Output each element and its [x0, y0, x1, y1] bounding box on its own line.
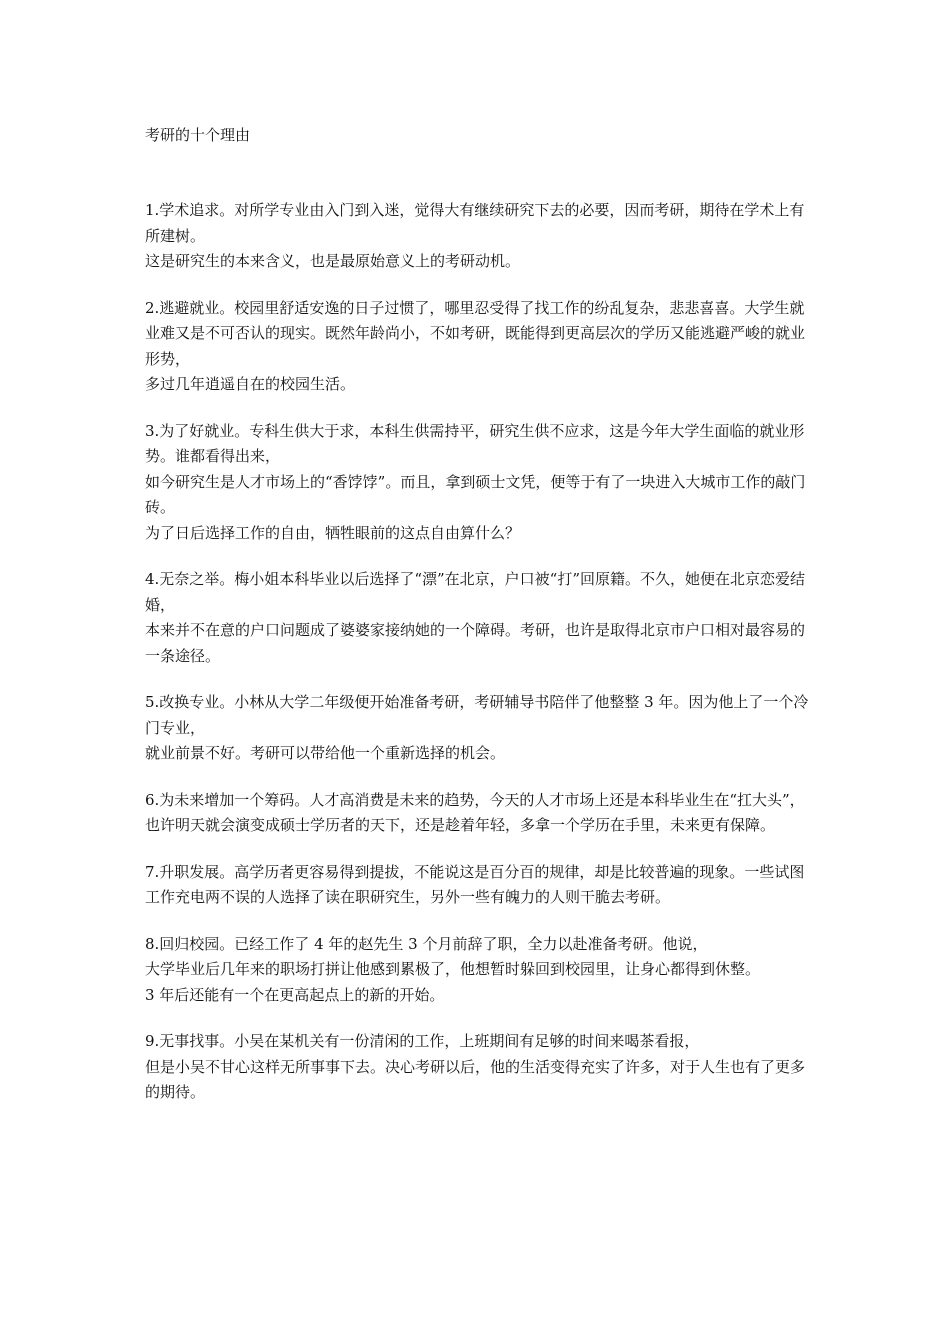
- paragraph-line: 如今研究生是人才市场上的“香饽饽”。而且，拿到硕士文凭，便等于有了一块进入大城市工作的敲门砖。: [145, 472, 806, 516]
- paragraph-line: 3.为了好就业。专科生供大于求，本科生供需持平，研究生供不应求，这是今年大学生面临的就业形势。谁都看得出来，: [145, 421, 805, 465]
- paragraph-line: 就业前景不好。考研可以带给他一个重新选择的机会。: [145, 744, 506, 762]
- document-title: 考研的十个理由: [145, 126, 251, 144]
- reason-section-1: [145, 198, 815, 275]
- paragraph-line: 5.改换专业。小林从大学二年级便开始准备考研，考研辅导书陪伴了他整整 3 年。因为他上了一个冷门专业，: [145, 693, 809, 737]
- reason-section-2: [145, 296, 815, 398]
- paragraph-line: 这是研究生的本来含义，也是最原始意义上的考研动机。: [145, 252, 521, 270]
- reason-section-7: [145, 860, 815, 911]
- paragraph-line: 本来并不在意的户口问题成了婆婆家接纳她的一个障碍。考研，也许是取得北京市户口相对最容易的一条途径。: [145, 621, 806, 665]
- paragraph-line: 3 年后还能有一个在更高起点上的新的开始。: [145, 985, 445, 1004]
- paragraph-line: 大学毕业后几年来的职场打拼让他感到累极了，他想暂时躲回到校园里，让身心都得到休整。: [145, 960, 761, 978]
- paragraph-line: 8.回归校园。已经工作了 4 年的赵先生 3 个月前辞了职，全力以赴准备考研。他说，: [145, 934, 708, 953]
- paragraph-line: 为了日后选择工作的自由，牺牲眼前的这点自由算什么？: [145, 523, 521, 542]
- paragraph-line: 也许明天就会演变成硕士学历者的天下，还是趁着年轻，多拿一个学历在手里，未来更有保障。: [145, 816, 776, 834]
- reason-section-6: [145, 788, 815, 839]
- reason-section-5: [145, 690, 815, 767]
- paragraph-line: 9.无事找事。小吴在某机关有一份清闲的工作，上班期间有足够的时间来喝茶看报，: [145, 1032, 700, 1050]
- paragraph-line: 1.学术追求。对所学专业由入门到入迷，觉得大有继续研究下去的必要，因而考研，期待在学术上有所建树。: [145, 201, 805, 245]
- paragraph-line: 6.为未来增加一个筹码。人才高消费是未来的趋势，今天的人才市场上还是本科毕业生在“扛大头”，: [145, 790, 805, 809]
- paragraph-line: 多过几年逍遥自在的校园生活。: [145, 375, 356, 393]
- paragraph-line: 4.无奈之举。梅小姐本科毕业以后选择了“漂”在北京，户口被“打”回原籍。不久，她便在北京恋爱结婚，: [145, 570, 805, 614]
- paragraph-line: 2.逃避就业。校园里舒适安逸的日子过惯了，哪里忍受得了找工作的纷乱复杂，悲悲喜喜。大学生就业难又是不可否认的现实。既然年龄尚小，不如考研，既能得到更高层次的学历又能逃避严峻的就业形势，: [145, 298, 806, 368]
- reason-section-4: [145, 567, 815, 669]
- paragraph-line: 但是小吴不甘心这样无所事事下去。决心考研以后，他的生活变得充实了许多，对于人生也有了更多的期待。: [145, 1057, 806, 1101]
- document-page: [145, 122, 815, 1127]
- reason-section-3: [145, 419, 815, 547]
- paragraph-line: 7.升职发展。高学历者更容易得到提拔，不能说这是百分百的规律，却是比较普遍的现象。一些试图工作充电两不误的人选择了读在职研究生，另外一些有魄力的人则干脆去考研。: [145, 862, 805, 906]
- reason-section-8: [145, 932, 815, 1009]
- reason-section-9: [145, 1029, 815, 1106]
